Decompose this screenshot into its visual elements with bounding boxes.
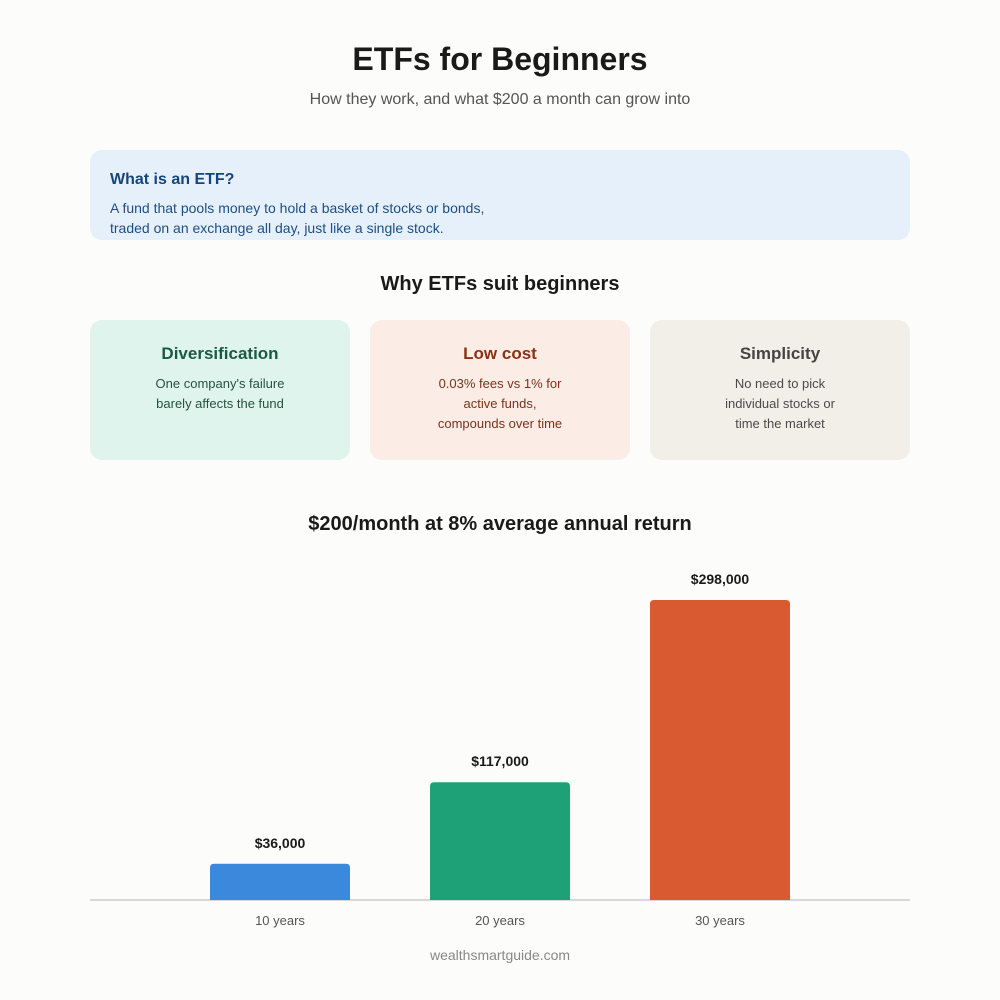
benefit-card-heading: Low cost bbox=[463, 344, 537, 363]
page-subtitle: How they work, and what $200 a month can grow into bbox=[309, 91, 691, 108]
benefit-card-heading: Simplicity bbox=[739, 344, 821, 363]
etf-definition-box bbox=[90, 150, 910, 240]
bar-20-years bbox=[430, 782, 570, 900]
benefit-card-text: 0.03% fees vs 1% for active funds, compounds over time bbox=[437, 376, 563, 431]
growth-bar-chart bbox=[0, 560, 1000, 940]
x-tick-label: 20 years bbox=[475, 913, 525, 928]
benefit-card-text: No need to pick individual stocks or time the market bbox=[725, 376, 835, 431]
benefit-card-low-cost bbox=[370, 320, 630, 460]
footer-source: wealthsmartguide.com bbox=[429, 947, 571, 963]
benefit-card-simplicity bbox=[650, 320, 910, 460]
benefit-card-diversification bbox=[90, 320, 350, 460]
etf-definition-text: A fund that pools money to hold a basket of stocks or bonds, traded on an exchange all day, just like a single stock. bbox=[110, 200, 485, 236]
benefit-card-heading: Diversification bbox=[161, 344, 279, 363]
bar-value-label: $36,000 bbox=[254, 834, 306, 851]
bar-value-label: $298,000 bbox=[690, 571, 750, 587]
x-tick-label: 10 years bbox=[255, 913, 305, 928]
bar-value-label: $117,000 bbox=[471, 753, 529, 770]
etf-definition-heading: What is an ETF? bbox=[110, 171, 235, 188]
benefit-card-text: One company's failure barely affects the fund bbox=[155, 376, 285, 411]
bar-10-years bbox=[210, 864, 350, 900]
page-title: ETFs for Beginners bbox=[352, 41, 648, 77]
chart-title: $200/month at 8% average annual return bbox=[308, 513, 692, 535]
benefits-title: Why ETFs suit beginners bbox=[380, 273, 620, 295]
bar-30-years bbox=[650, 600, 790, 900]
x-tick-label: 30 years bbox=[695, 913, 745, 928]
